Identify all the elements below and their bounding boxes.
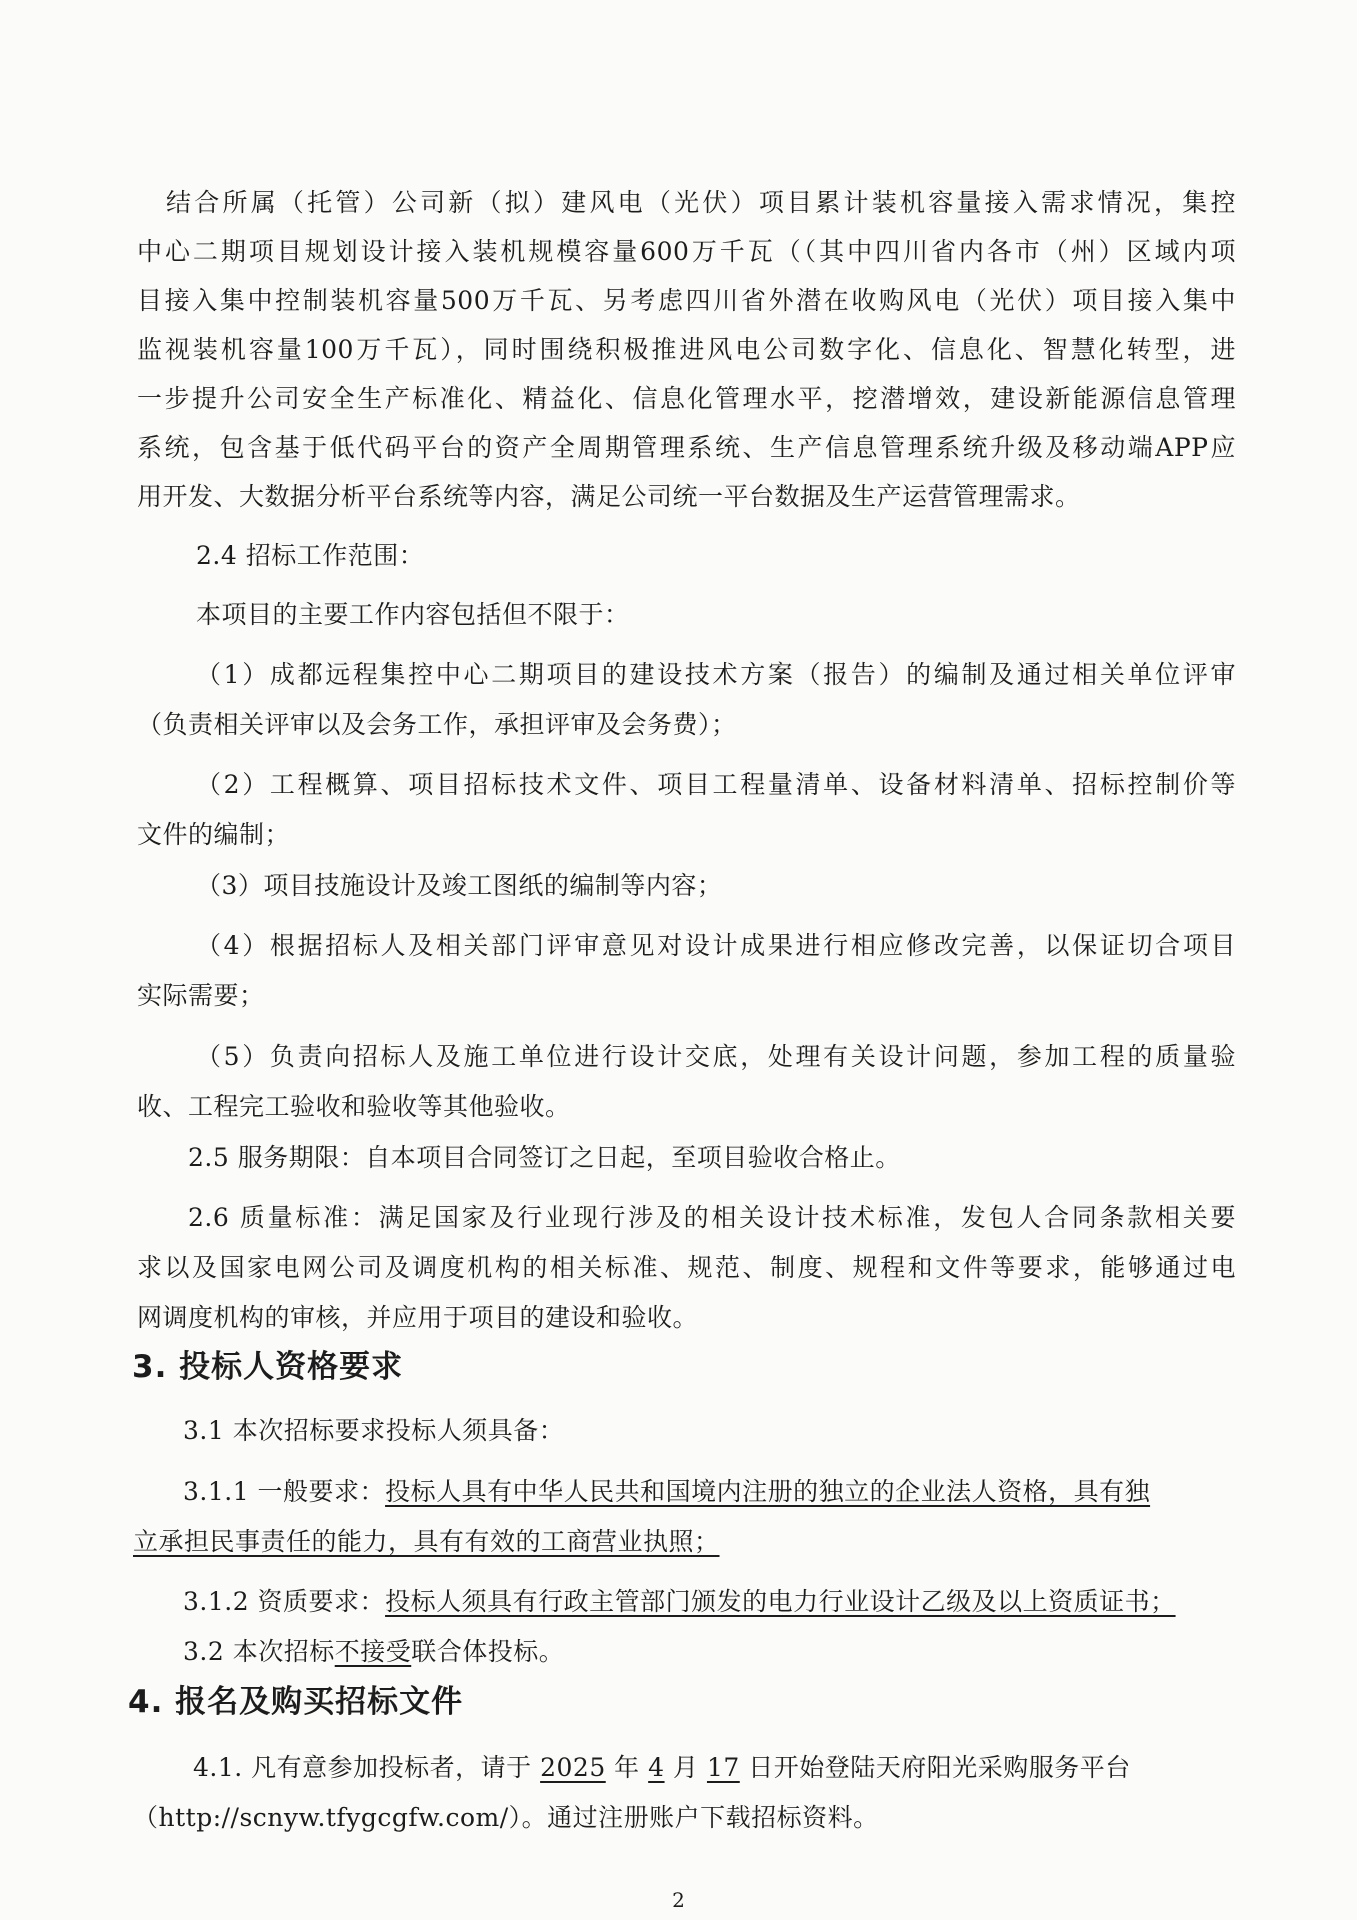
- section-3-2: [183, 1634, 564, 1670]
- scope-paragraph-line: 监视装机容量100万千瓦），同时围绕积极推进风电公司数字化、信息化、智慧化转型，进: [137, 335, 1236, 364]
- work-item-3: （3）项目技施设计及竣工图纸的编制等内容；: [196, 871, 723, 900]
- platform-url-line: （http://scnyw.tfygcgfw.com/）。通过注册账户下载招标资料。: [133, 1803, 879, 1832]
- work-item-1: （1）成都远程集控中心二期项目的建设技术方案（报告）的编制及通过相关单位评审: [196, 660, 1236, 689]
- work-item-2: （2）工程概算、项目招标技术文件、项目工程量清单、设备材料清单、招标控制价等: [196, 770, 1236, 799]
- month-unit: 月: [664, 1753, 707, 1782]
- section-4-heading: 4. 报名及购买招标文件: [128, 1684, 464, 1720]
- scope-paragraph-line: 目接入集中控制装机容量500万千瓦、另考虑四川省外潜在收购风电（光伏）项目接入集中: [137, 286, 1236, 315]
- section-2-6-quality: 2.6 质量标准：满足国家及行业现行涉及的相关设计技术标准，发包人合同条款相关要: [188, 1203, 1236, 1232]
- work-item-1-cont: （负责相关评审以及会务工作，承担评审及会务费）；: [137, 710, 737, 739]
- scope-paragraph-line: 结合所属（托管）公司新（拟）建风电（光伏）项目累计装机容量接入需求情况，集控: [166, 188, 1236, 217]
- start-year: 2025: [540, 1753, 606, 1782]
- section-4-1: [193, 1750, 1131, 1786]
- section-3-1-2-label: 3.1.2 资质要求：: [183, 1587, 386, 1616]
- section-3-1-2-text: 投标人须具有行政主管部门颁发的电力行业设计乙级及以上资质证书；: [385, 1587, 1176, 1616]
- year-unit: 年: [605, 1753, 649, 1782]
- start-month: 4: [648, 1753, 665, 1782]
- section-3-1: 3.1 本次招标要求投标人须具备：: [183, 1416, 565, 1445]
- work-item-5: （5）负责向招标人及施工单位进行设计交底，处理有关设计问题，参加工程的质量验: [196, 1042, 1236, 1071]
- section-2-6-quality-cont: 求以及国家电网公司及调度机构的相关标准、规范、制度、规程和文件等要求，能够通过电: [137, 1253, 1236, 1282]
- section-3-1-1-label: 3.1.1 一般要求：: [183, 1477, 386, 1506]
- section-4-1-pre: 4.1. 凡有意参加投标者，请于: [193, 1753, 541, 1782]
- work-item-5-cont: 收、工程完工验收和验收等其他验收。: [137, 1092, 571, 1121]
- section-3-1-1-text-cont: 立承担民事责任的能力，具有有效的工商营业执照；: [133, 1527, 720, 1556]
- start-day: 17: [706, 1753, 740, 1782]
- work-item-2-cont: 文件的编制；: [137, 820, 291, 849]
- page-number: 2: [672, 1888, 685, 1912]
- section-3-1-1-cont: [133, 1524, 720, 1560]
- section-3-2-post: 联合体投标。: [411, 1637, 565, 1666]
- section-3-1-2: [183, 1584, 1176, 1620]
- section-2-4-intro: 本项目的主要工作内容包括但不限于：: [196, 600, 630, 629]
- section-3-2-underlined: 不接受: [334, 1637, 412, 1666]
- section-3-1-1: [183, 1474, 1150, 1510]
- work-item-4: （4）根据招标人及相关部门评审意见对设计成果进行相应修改完善，以保证切合项目: [196, 931, 1236, 960]
- section-3-heading: 3. 投标人资格要求: [132, 1349, 404, 1385]
- section-2-5-service-period: 2.5 服务期限：自本项目合同签订之日起，至项目验收合格止。: [188, 1143, 901, 1172]
- scope-paragraph-line: 一步提升公司安全生产标准化、精益化、信息化管理水平，挖潜增效，建设新能源信息管理: [137, 384, 1236, 413]
- scope-paragraph-line: 中心二期项目规划设计接入装机规模容量600万千瓦（（其中四川省内各市（州）区域内项: [137, 237, 1236, 266]
- scope-paragraph-line: 用开发、大数据分析平台系统等内容，满足公司统一平台数据及生产运营管理需求。: [137, 482, 1081, 511]
- work-item-4-cont: 实际需要；: [137, 981, 265, 1010]
- section-2-4-title: 2.4 招标工作范围：: [196, 541, 425, 570]
- scope-paragraph-line: 系统，包含基于低代码平台的资产全周期管理系统、生产信息管理系统升级及移动端APP应: [137, 433, 1236, 462]
- section-3-2-pre: 3.2 本次招标: [183, 1637, 335, 1666]
- section-3-1-1-text: 投标人具有中华人民共和国境内注册的独立的企业法人资格，具有独: [385, 1477, 1151, 1506]
- section-4-1-post: 日开始登陆天府阳光采购服务平台: [739, 1753, 1131, 1782]
- section-2-6-quality-cont: 网调度机构的审核，并应用于项目的建设和验收。: [137, 1303, 699, 1332]
